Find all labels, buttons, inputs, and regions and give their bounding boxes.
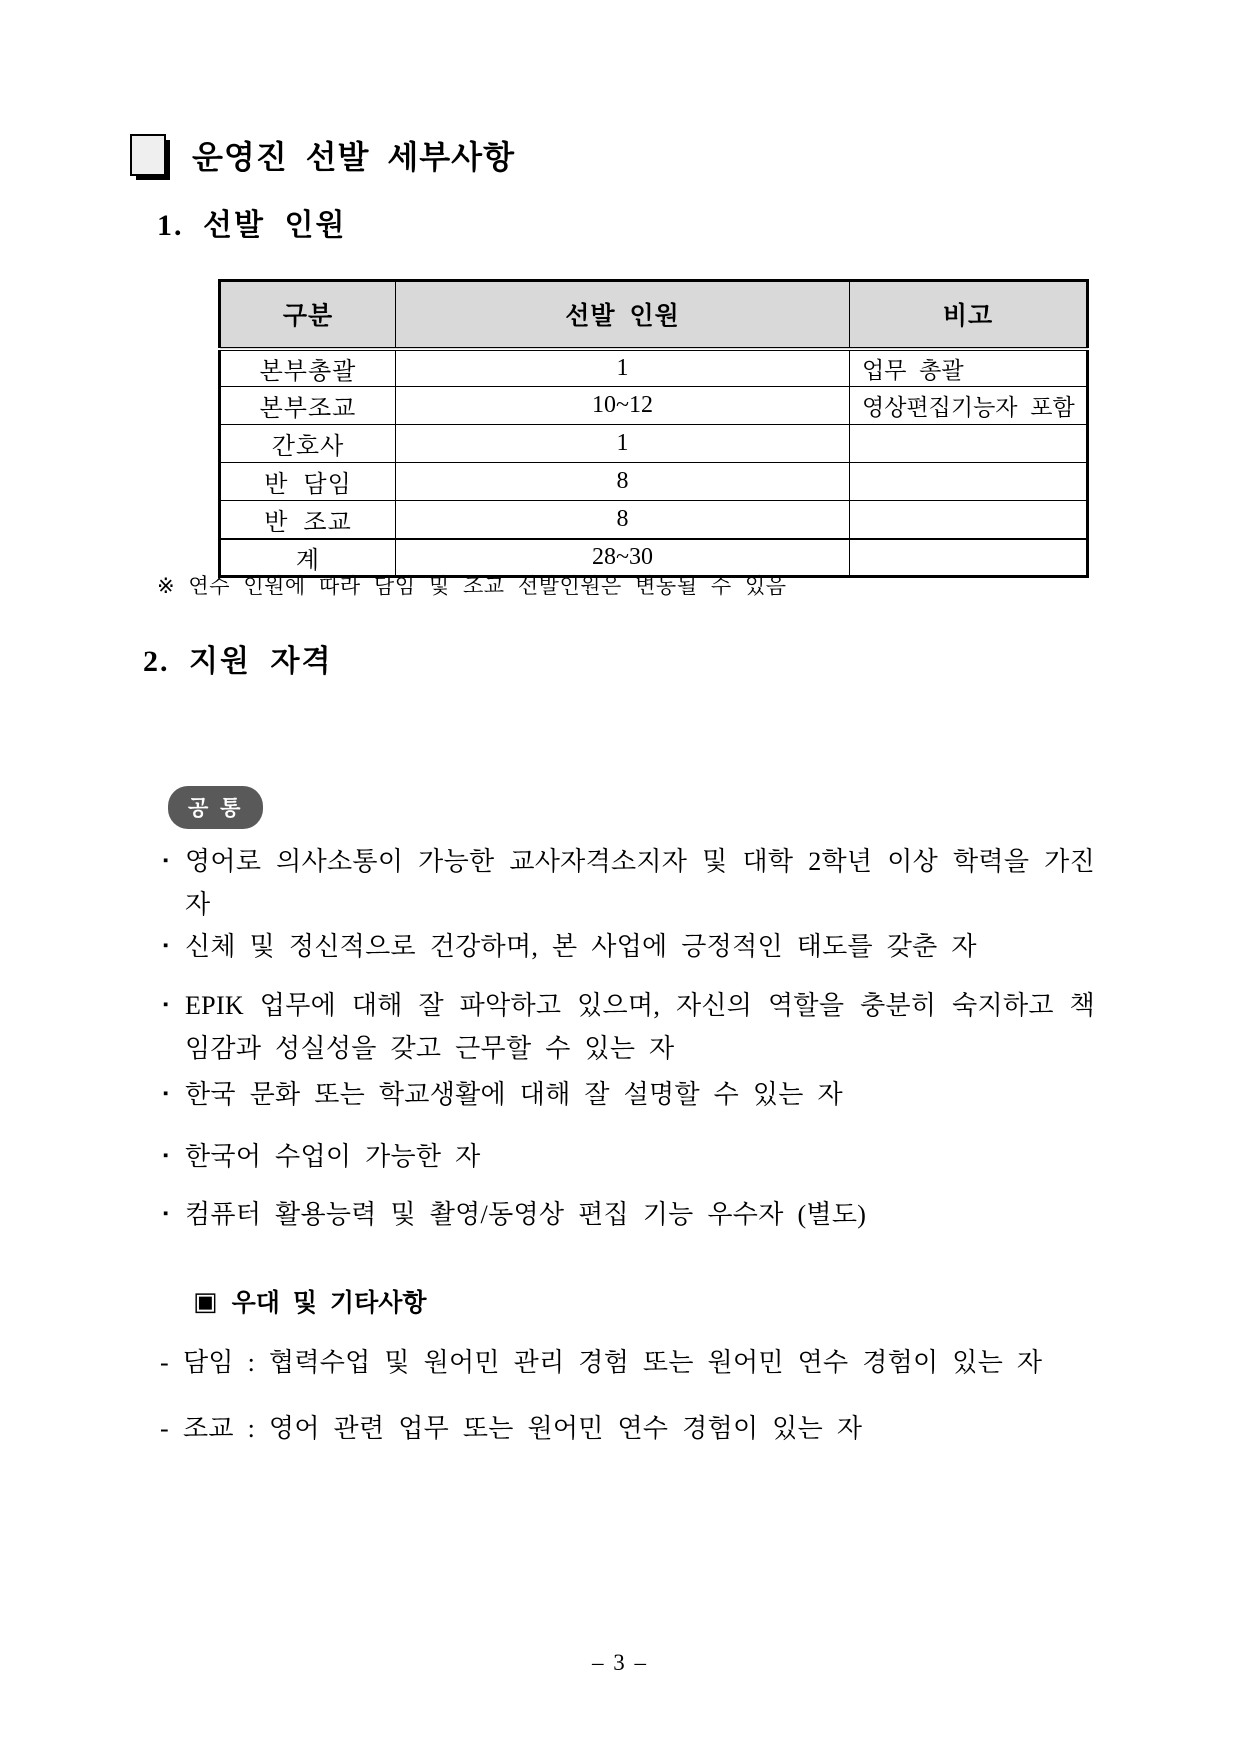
bullet-icon: ▪ (163, 853, 169, 869)
subsection-heading-row (193, 1283, 427, 1319)
category-cell: 본부총괄 (220, 349, 396, 387)
count-cell: 1 (396, 425, 850, 463)
category-cell: 반 조교 (220, 501, 396, 539)
table-row (220, 501, 1088, 539)
table-footnote: ※ 연수 인원에 따라 담임 및 조교 선발인원은 변동될 수 있음 (157, 575, 787, 598)
dash-item-text: 조교 : 영어 관련 업무 또는 원어민 연수 경험이 있는 자 (182, 1414, 863, 1443)
list-item (163, 984, 1095, 1070)
bullet-icon: ▪ (163, 1086, 169, 1102)
bullet-text: 한국 문화 또는 학교생활에 대해 잘 설명할 수 있는 자 (185, 1080, 843, 1109)
list-item (163, 840, 1095, 926)
list-item (163, 1193, 1095, 1236)
dash-icon: - (160, 1348, 169, 1377)
table-row (220, 387, 1088, 425)
col-header-note: 비고 (850, 281, 1088, 349)
dash-item-text: 담임 : 협력수업 및 원어민 관리 경험 또는 원어민 연수 경험이 있는 자 (182, 1348, 1043, 1377)
note-cell (850, 539, 1088, 577)
dash-icon: - (160, 1414, 169, 1443)
bullet-text: 한국어 수업이 가능한 자 (185, 1142, 481, 1171)
list-item (163, 1073, 1095, 1116)
bullet-icon: ▪ (163, 1206, 169, 1222)
category-cell: 본부조교 (220, 387, 396, 425)
category-cell: 반 담임 (220, 463, 396, 501)
list-item (163, 1135, 1095, 1178)
category-cell: 계 (220, 539, 396, 577)
note-cell: 업무 총괄 (850, 349, 1088, 387)
count-cell: 1 (396, 349, 850, 387)
table-header-row (220, 281, 1088, 349)
note-cell: 영상편집기능자 포함 (850, 387, 1088, 425)
selection-table (218, 279, 1089, 578)
col-header-category: 구분 (220, 281, 396, 349)
list-item (160, 1408, 1095, 1450)
document-square-icon (130, 134, 166, 176)
page-title: 운영진 선발 세부사항 (192, 139, 515, 175)
count-cell: 8 (396, 501, 850, 539)
category-cell: 간호사 (220, 425, 396, 463)
col-header-count: 선발 인원 (396, 281, 850, 349)
table-row (220, 463, 1088, 501)
page-number: – 3 – (592, 1650, 648, 1675)
bullet-icon: ▪ (163, 997, 169, 1013)
table-row (220, 349, 1088, 387)
note-cell (850, 425, 1088, 463)
common-badge: 공 통 (168, 786, 263, 829)
count-cell: 10~12 (396, 387, 850, 425)
filled-square-icon: ▣ (193, 1285, 218, 1316)
section2-heading: 2. 지원 자격 (143, 645, 333, 678)
selection-table-wrap (218, 279, 1089, 578)
table-row (220, 425, 1088, 463)
section1-heading: 1. 선발 인원 (157, 209, 347, 242)
bullet-icon: ▪ (163, 938, 169, 954)
subsection-heading: 우대 및 기타사항 (231, 1289, 427, 1317)
bullet-text: EPIK 업무에 대해 잘 파악하고 있으며, 자신의 역할을 충분히 숙지하고 책임감과 성실성을 갖고 근무할 수 있는 자 (185, 991, 1095, 1063)
list-item (160, 1342, 1095, 1384)
note-cell (850, 463, 1088, 501)
note-cell (850, 501, 1088, 539)
bullet-icon: ▪ (163, 1148, 169, 1164)
bullet-text: 영어로 의사소통이 가능한 교사자격소지자 및 대학 2학년 이상 학력을 가진 자 (185, 847, 1095, 919)
bullet-text: 신체 및 정신적으로 건강하며, 본 사업에 긍정적인 태도를 갖춘 자 (185, 932, 977, 961)
count-cell: 28~30 (396, 539, 850, 577)
count-cell: 8 (396, 463, 850, 501)
document-title-row (130, 132, 515, 178)
bullet-text: 컴퓨터 활용능력 및 촬영/동영상 편집 기능 우수자 (별도) (185, 1200, 867, 1229)
list-item (163, 925, 1095, 968)
